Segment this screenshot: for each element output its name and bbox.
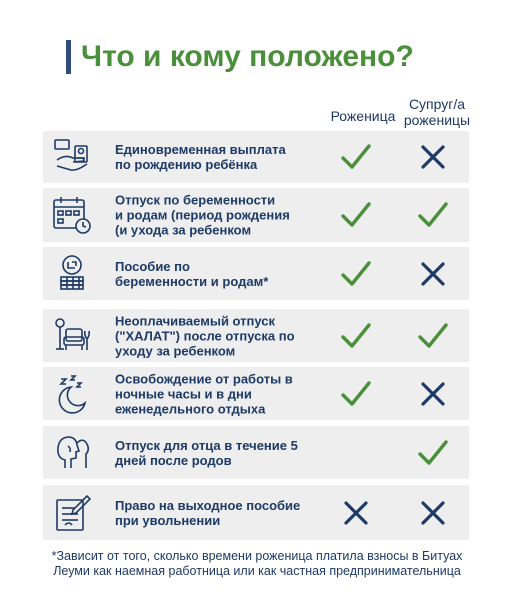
spouse-check-icon bbox=[417, 320, 449, 352]
spouse-cross-icon bbox=[417, 258, 449, 290]
title-block bbox=[66, 38, 414, 76]
row-label bbox=[115, 498, 325, 528]
armchair-icon bbox=[51, 315, 93, 357]
row-label-line: Отпуск по беременности bbox=[115, 192, 276, 208]
row-label bbox=[115, 438, 325, 468]
footnote bbox=[22, 549, 492, 579]
row-label-line: дней после родов bbox=[115, 452, 232, 468]
coin-stack-icon bbox=[51, 253, 93, 295]
column-header-spouse bbox=[398, 96, 476, 128]
table-row bbox=[43, 131, 469, 183]
mother-check-icon bbox=[340, 258, 372, 290]
row-label-line: по рождению ребёнка bbox=[115, 157, 258, 172]
mother-check-icon bbox=[340, 320, 372, 352]
table-row bbox=[43, 426, 469, 479]
row-label-line: беременности и родам* bbox=[115, 273, 269, 289]
row-label-line: уходу за ребенком bbox=[115, 343, 236, 358]
row-label bbox=[115, 259, 325, 289]
row-label bbox=[115, 313, 325, 358]
row-label-line: (и ухода за ребенком bbox=[115, 222, 252, 238]
footnote-line2: Леуми как наемная работница или как частная предпринимательница bbox=[53, 564, 461, 578]
page-title: Что и кому положено? bbox=[81, 40, 414, 73]
mother-empty-cell bbox=[340, 437, 372, 469]
row-label-line: Освобождение от работы в bbox=[115, 371, 293, 386]
row-label-line: Единовременная выплата bbox=[115, 142, 286, 157]
table-row bbox=[43, 367, 469, 420]
money-hand-icon bbox=[51, 136, 93, 178]
row-label-line: Неоплачиваемый отпуск bbox=[115, 313, 276, 328]
spouse-check-icon bbox=[417, 437, 449, 469]
column-header-spouse-line1: Супруг/а bbox=[408, 96, 466, 112]
column-header-spouse-line2: роженицы bbox=[403, 112, 471, 128]
row-label-line: и родам (период рождения bbox=[115, 207, 290, 223]
table-row bbox=[43, 485, 469, 540]
faces-icon bbox=[51, 432, 93, 474]
calendar-clock-icon bbox=[51, 194, 93, 236]
footnote-line1: *Зависит от того, сколько времени роженица платила взносы в Битуах bbox=[51, 549, 463, 563]
row-label bbox=[115, 371, 325, 416]
mother-cross-icon bbox=[340, 497, 372, 529]
mother-check-icon bbox=[340, 199, 372, 231]
row-label-line: еженедельного отдыха bbox=[115, 401, 266, 416]
spouse-check-icon bbox=[417, 199, 449, 231]
table-row bbox=[43, 247, 469, 300]
row-label-line: при увольнении bbox=[115, 512, 221, 528]
mother-check-icon bbox=[340, 378, 372, 410]
spouse-cross-icon bbox=[417, 378, 449, 410]
moon-sleep-icon bbox=[51, 373, 93, 415]
row-label-line: Отпуск для отца в течение 5 bbox=[115, 437, 298, 453]
spouse-cross-icon bbox=[417, 141, 449, 173]
row-label-line: Пособие по bbox=[115, 258, 190, 274]
table-row bbox=[43, 188, 469, 242]
title-accent-bar bbox=[66, 40, 71, 74]
mother-check-icon bbox=[340, 141, 372, 173]
document-pen-icon bbox=[51, 492, 93, 534]
row-label-line: Право на выходное пособие bbox=[115, 497, 301, 513]
column-header-mother: Роженица bbox=[330, 108, 396, 124]
row-label-line: ("ХАЛАТ") после отпуска по bbox=[115, 328, 295, 343]
row-label-line: ночные часы и в дни bbox=[115, 386, 252, 401]
spouse-cross-icon bbox=[417, 497, 449, 529]
row-label bbox=[115, 193, 325, 238]
table-row bbox=[43, 309, 469, 362]
row-label bbox=[115, 142, 325, 172]
